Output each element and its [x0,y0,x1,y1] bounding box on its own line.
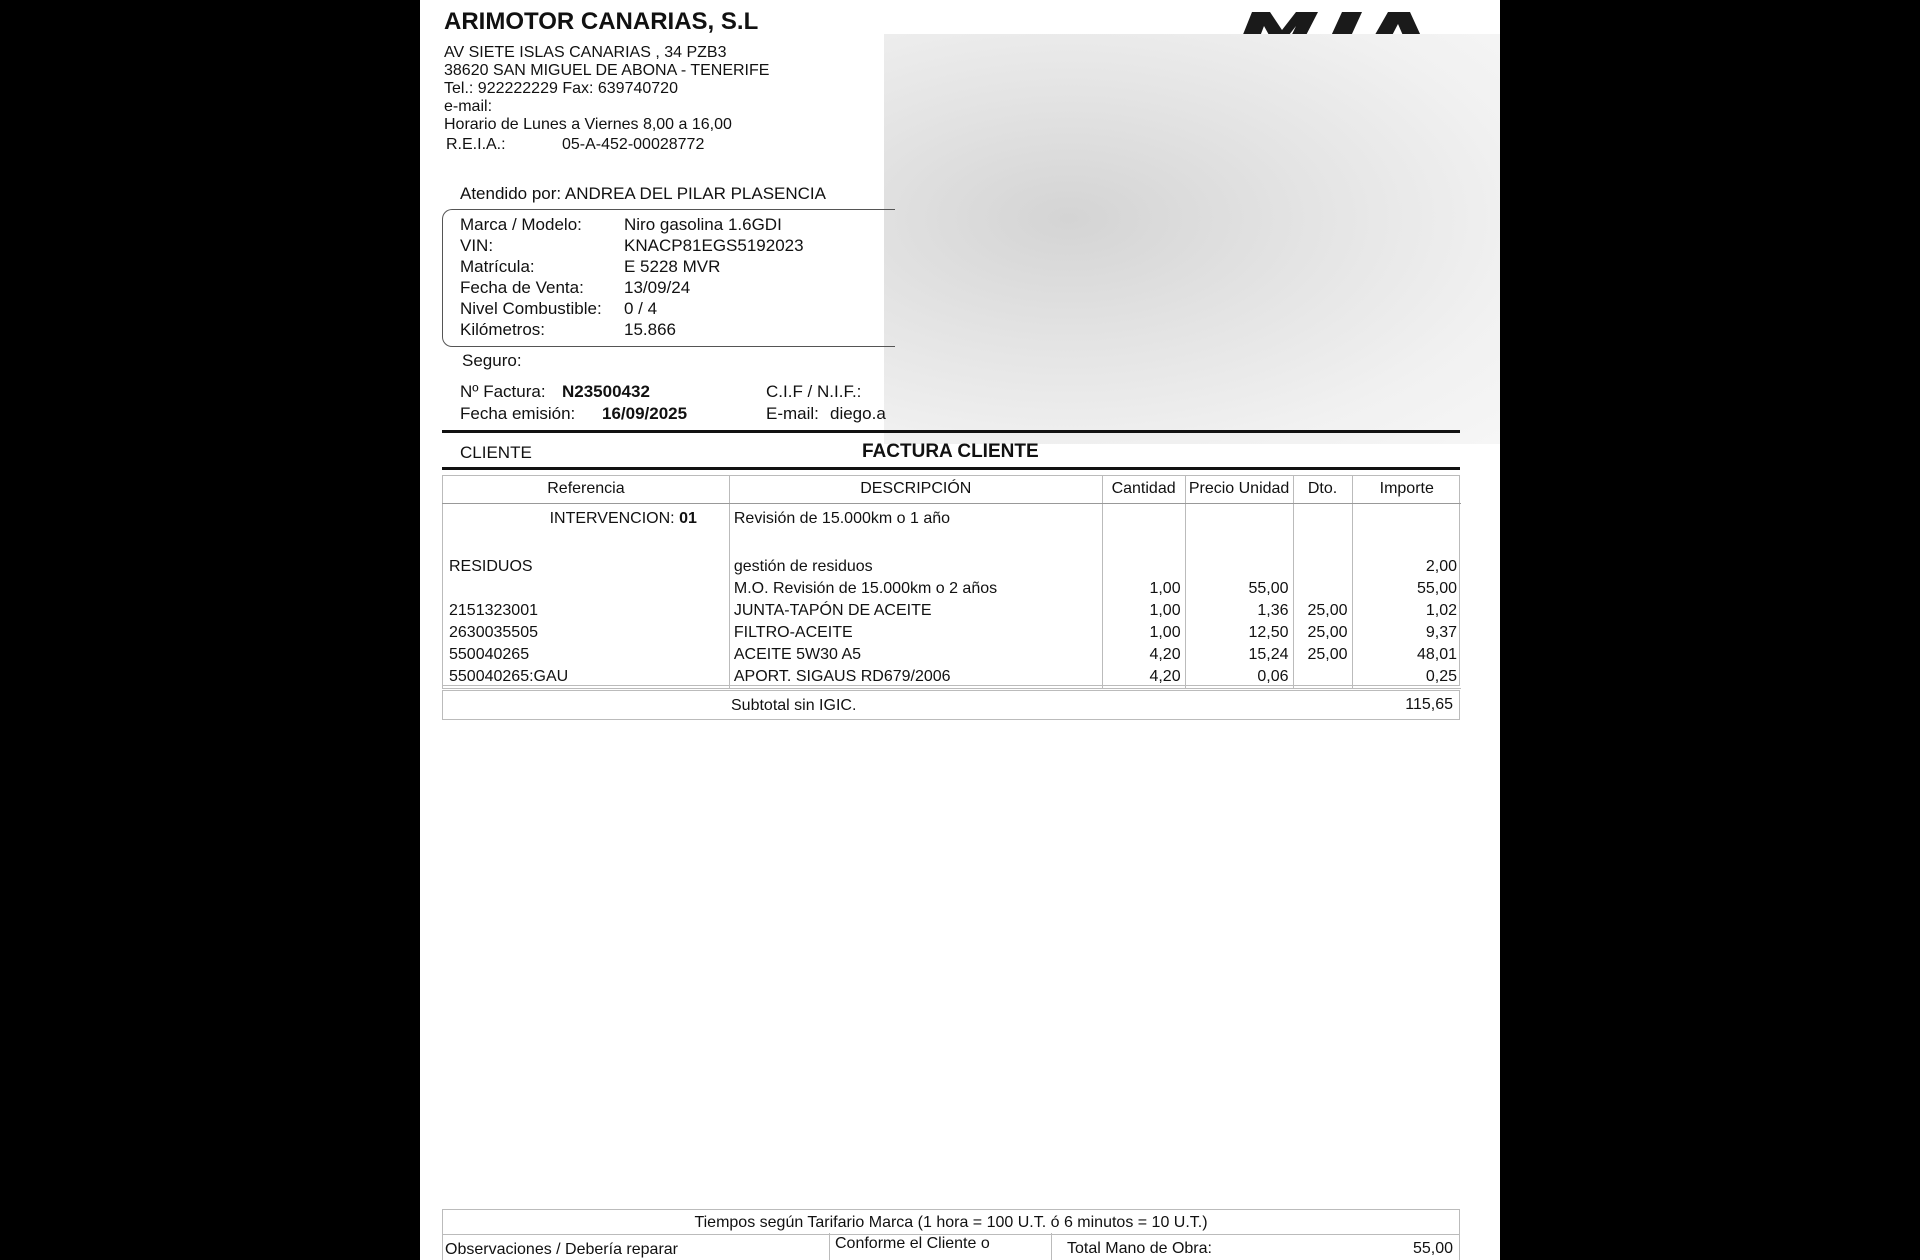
attended-by: Atendido por: ANDREA DEL PILAR PLASENCIA [460,184,826,203]
vehicle-value: Niro gasolina 1.6GDI [624,215,782,234]
company-email: e-mail: [444,98,493,115]
company-name: ARIMOTOR CANARIAS, S.L [444,8,759,35]
qty-cell: 4,20 [1102,666,1185,689]
vehicle-value: 13/09/24 [624,278,691,297]
desc-cell: JUNTA-TAPÓN DE ACEITE [729,600,1102,622]
footer-divider [829,1233,830,1260]
vehicle-value: KNACP81EGS5192023 [624,236,804,255]
desc-cell: gestión de residuos [729,556,1102,578]
vehicle-value: 15.866 [624,320,676,339]
subtotal-label: Subtotal sin IGIC. [731,697,857,714]
issue-date: 16/09/2025 [602,404,688,423]
price-cell [1185,556,1293,578]
amount-cell: 2,00 [1352,556,1461,578]
desc-cell: ACEITE 5W30 A5 [729,644,1102,666]
company-address-line1: AV SIETE ISLAS CANARIAS , 34 PZB3 [444,44,727,61]
total-labor-label: Total Mano de Obra: [1067,1240,1212,1257]
subtotal-value: 115,65 [1405,696,1453,713]
qty-cell: 4,20 [1102,644,1185,666]
invoice-title: FACTURA CLIENTE [862,441,1039,462]
client-label: CLIENTE [460,443,532,462]
price-cell: 0,06 [1185,666,1293,689]
vehicle-label: Kilómetros: [460,320,546,339]
subtotal-row [442,690,1460,720]
table-row [443,578,1462,600]
divider [442,430,1460,433]
cif-label: C.I.F / N.I.F.: [766,382,862,401]
company-phone: Tel.: 922222229 Fax: 639740720 [444,80,678,97]
labor-times-note: Tiempos según Tarifario Marca (1 hora = 100 U.T. ó 6 minutos = 10 U.T.) [442,1209,1460,1235]
intervention-number: 01 [679,509,697,527]
price-cell: 1,36 [1185,600,1293,622]
intervention-label: INTERVENCION: [549,509,675,527]
desc-cell: FILTRO-ACEITE [729,622,1102,644]
qty-cell [1102,556,1185,578]
company-address-line2: 38620 SAN MIGUEL DE ABONA - TENERIFE [444,62,770,79]
redacted-area [884,34,1500,444]
column-header: Importe [1352,475,1461,504]
vehicle-label: VIN: [460,236,494,255]
intervention-description: Revisión de 15.000km o 1 año [729,504,1102,534]
vehicle-value: E 5228 MVR [624,257,721,276]
column-header: Dto. [1293,475,1352,504]
ref-cell: 2630035505 [443,622,730,644]
client-conformity-label: Conforme el Cliente o [835,1235,990,1252]
table-row [443,622,1462,644]
brand-logo [1230,2,1430,34]
dto-cell: 25,00 [1293,600,1352,622]
dto-cell [1293,556,1352,578]
desc-cell: M.O. Revisión de 15.000km o 2 años [729,578,1102,600]
footer-divider [1051,1233,1052,1260]
issue-date-label: Fecha emisión: [460,404,576,423]
price-cell: 55,00 [1185,578,1293,600]
ref-cell [443,578,730,600]
price-cell: 12,50 [1185,622,1293,644]
ref-cell: 550040265:GAU [443,666,730,689]
dto-cell [1293,666,1352,689]
amount-cell: 9,37 [1352,622,1461,644]
items-table [442,475,1461,689]
desc-cell: APORT. SIGAUS RD679/2006 [729,666,1102,689]
reia-label: R.E.I.A.: [446,136,506,153]
ref-cell: 2151323001 [443,600,730,622]
seguro-label: Seguro: [462,351,522,370]
invoice-number-label: Nº Factura: [460,382,546,401]
amount-cell: 1,02 [1352,600,1461,622]
table-row [443,556,1462,578]
column-header: DESCRIPCIÓN [729,475,1102,504]
column-header: Cantidad [1102,475,1185,504]
client-email-label: E-mail: [766,404,819,423]
reia-value: 05-A-452-00028772 [562,136,705,153]
amount-cell: 55,00 [1352,578,1461,600]
table-row [443,600,1462,622]
observations-label: Observaciones / Debería reparar [445,1241,678,1258]
vehicle-label: Fecha de Venta: [460,278,584,297]
price-cell: 15,24 [1185,644,1293,666]
amount-cell: 48,01 [1352,644,1461,666]
table-row [443,504,1462,534]
company-hours: Horario de Lunes a Viernes 8,00 a 16,00 [444,116,732,133]
qty-cell: 1,00 [1102,600,1185,622]
vehicle-label: Nivel Combustible: [460,299,602,318]
qty-cell: 1,00 [1102,578,1185,600]
amount-cell: 0,25 [1352,666,1461,689]
dto-cell: 25,00 [1293,644,1352,666]
table-row [443,666,1462,689]
divider [442,467,1460,470]
invoice-page [420,0,1500,1260]
invoice-number: N23500432 [562,382,650,401]
qty-cell: 1,00 [1102,622,1185,644]
column-header: Referencia [443,475,730,504]
dto-cell: 25,00 [1293,622,1352,644]
vehicle-value: 0 / 4 [624,299,658,318]
vehicle-label: Marca / Modelo: [460,215,582,234]
footer-summary [442,1235,1460,1260]
table-row [443,644,1462,666]
ref-cell: RESIDUOS [443,556,730,578]
column-header: Precio Unidad [1185,475,1293,504]
vehicle-label: Matrícula: [460,257,535,276]
ref-cell: 550040265 [443,644,730,666]
total-labor-value: 55,00 [1412,1240,1453,1257]
client-email: diego.a [830,404,886,423]
dto-cell [1293,578,1352,600]
intervention-cell [443,504,730,534]
